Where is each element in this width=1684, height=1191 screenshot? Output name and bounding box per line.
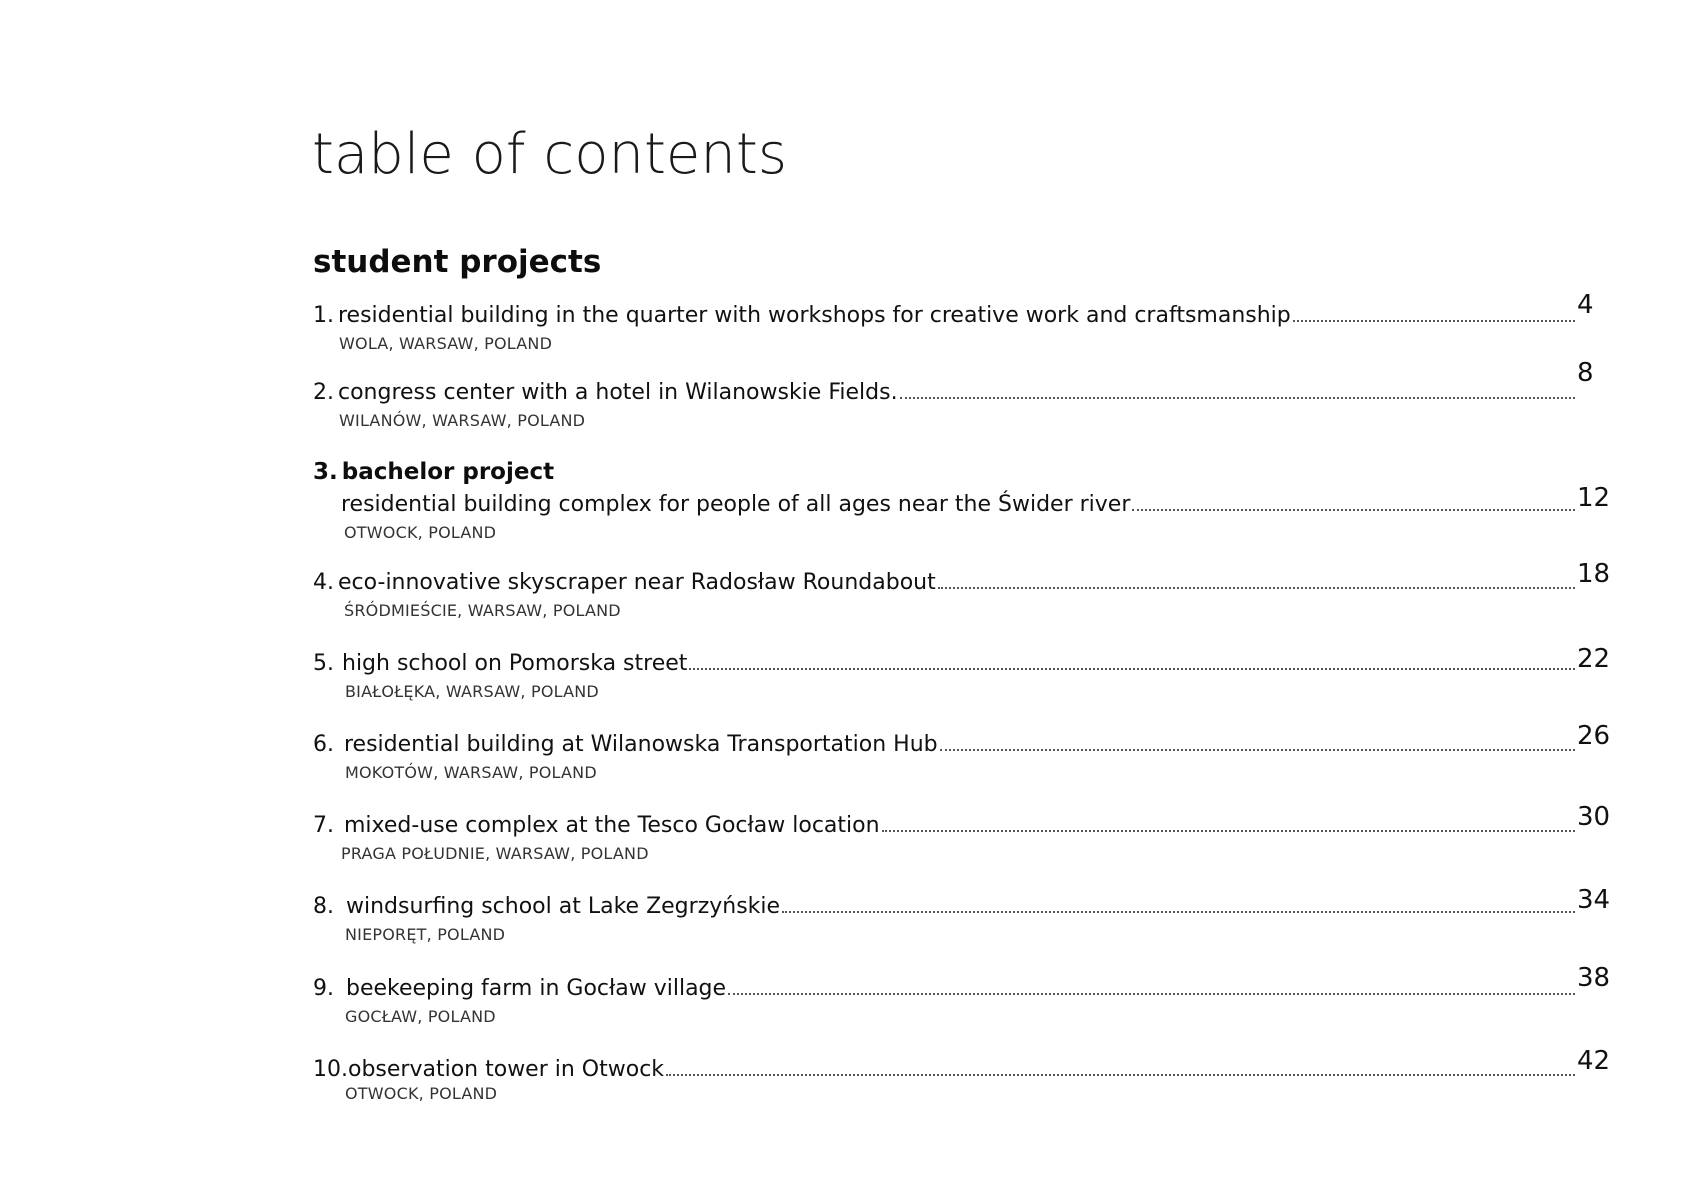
toc-entry-8[interactable] (313, 887, 1613, 944)
entry-number: 7. (313, 813, 334, 838)
entry-page-number: 26 (1577, 721, 1611, 751)
entry-title: residential building in the quarter with workshops for creative work and craftsmanship (338, 303, 1291, 328)
toc-entry-5[interactable] (313, 644, 1613, 701)
entry-location: OTWOCK, POLAND (345, 1084, 498, 1103)
entry-location: PRAGA POŁUDNIE, WARSAW, POLAND (341, 844, 649, 863)
dot-leader (900, 396, 1575, 399)
entry-title: residential building at Wilanowska Transportation Hub (344, 732, 938, 757)
entry-location: NIEPORĘT, POLAND (345, 925, 506, 944)
entry-page-number: 12 (1577, 483, 1611, 513)
page-title: table of contents (312, 122, 787, 187)
entry-location: OTWOCK, POLAND (344, 523, 497, 542)
toc-entry-2[interactable] (313, 358, 1613, 430)
entry-title: residential building complex for people of all ages near the Świder river (341, 492, 1131, 517)
entry-location: MOKOTÓW, WARSAW, POLAND (345, 763, 597, 782)
entry-page-number: 34 (1577, 885, 1611, 915)
entry-title: observation tower in Otwock (348, 1057, 665, 1082)
entry-number: 8. (313, 894, 334, 919)
toc-entry-6[interactable] (313, 721, 1613, 782)
entry-title: windsurfing school at Lake Zegrzyńskie (346, 894, 781, 919)
entry-number: 2. (313, 380, 334, 405)
entry-title: mixed-use complex at the Tesco Gocław location (344, 813, 880, 838)
dot-leader (882, 829, 1575, 832)
entry-location: WILANÓW, WARSAW, POLAND (339, 411, 586, 430)
entry-number: 4. (313, 570, 334, 595)
entry-location: WOLA, WARSAW, POLAND (339, 334, 553, 353)
entry-page-number: 18 (1577, 559, 1611, 589)
entry-location: ŚRÓDMIEŚCIE, WARSAW, POLAND (344, 601, 621, 620)
entry-page-number: 42 (1577, 1046, 1611, 1076)
entry-number: 1. (313, 303, 334, 328)
dot-leader (689, 667, 1575, 670)
entry-number: 3. (313, 459, 338, 485)
toc-entry-3[interactable] (313, 455, 1613, 542)
entry-title: congress center with a hotel in Wilanowskie Fields. (338, 380, 898, 405)
entry-title: eco-innovative skyscraper near Radosław Roundabout (338, 570, 936, 595)
entry-page-number: 30 (1577, 802, 1611, 832)
entry-page-number: 38 (1577, 963, 1611, 993)
entry-location: GOCŁAW, POLAND (345, 1007, 496, 1026)
entry-number: 9. (313, 976, 334, 1001)
entry-page-number: 8 (1577, 358, 1594, 388)
dot-leader (940, 748, 1575, 751)
section-title: student projects (313, 244, 602, 280)
entry-title: beekeeping farm in Gocław village (346, 976, 727, 1001)
entry-page-number: 4 (1577, 290, 1594, 320)
entry-location: BIAŁOŁĘKA, WARSAW, POLAND (345, 682, 599, 701)
dot-leader (1293, 319, 1575, 322)
dot-leader (728, 992, 1575, 995)
toc-entry-1[interactable] (313, 290, 1613, 353)
entry-page-number: 22 (1577, 644, 1611, 674)
dot-leader (666, 1073, 1575, 1076)
dot-leader (782, 910, 1575, 913)
entry-number: 10. (313, 1057, 348, 1082)
toc-entry-9[interactable] (313, 963, 1613, 1026)
dot-leader (938, 586, 1575, 589)
entry-title: high school on Pomorska street (342, 651, 688, 676)
toc-entry-7[interactable] (313, 802, 1613, 863)
toc-entry-10[interactable] (313, 1046, 1613, 1103)
toc-entry-4[interactable] (313, 559, 1613, 620)
bachelor-project-label: bachelor project (341, 459, 555, 485)
entry-number: 5. (313, 651, 334, 676)
entry-number: 6. (313, 732, 334, 757)
dot-leader (1132, 508, 1575, 511)
